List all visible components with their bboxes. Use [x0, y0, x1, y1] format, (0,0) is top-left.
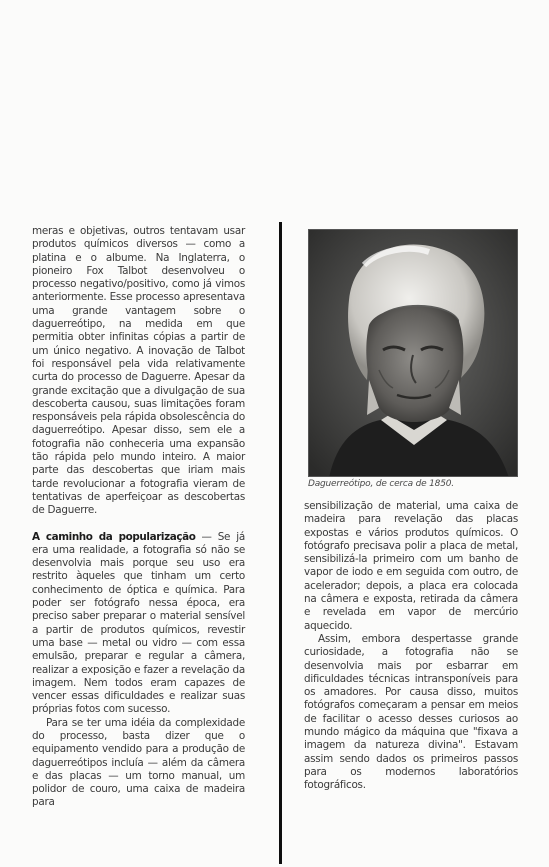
left-text-column [32, 225, 245, 810]
right-text-column [304, 500, 518, 793]
paragraph-popularization [32, 531, 245, 717]
paragraph-talbot: meras e objetivas, outros tentavam usar produtos químicos diversos — como a platina e o albume. Na Inglaterra, o pioneiro Fox Talbot desenvolveu o processo negativo/positivo, como já vimos anteriormente. Esse processo apresentava uma grande vantagem sobre o daguerreótipo, na medida em que permitia obter infinitas cópias a partir de um único negativo. A inovação de Talbot foi responsável pela vida relativamente curta do processo de Daguerre. Apesar da grande excitação que a divulgação de sua descoberta causou, suas limitações foram responsáveis pela rápida obsolescência do daguerreótipo. Apesar disso, sem ele a fotografia não conheceria uma expansão tão rápida pelo mundo inteiro. A maior parte das descobertas que iriam mais tarde revolucionar a fotografia vieram de tentativas de aperfeiçoar as descobertas de Daguerre. [32, 225, 245, 517]
section-heading: A caminho da popularização [32, 530, 196, 543]
figure-caption: Daguerreótipo, de cerca de 1850. [308, 479, 454, 489]
paragraph-conclusion: Assim, embora despertasse grande curiosidade, a fotografia não se desenvolvia mais por esbarrar em dificuldades técnicas intransponíveis para os amadores. Por causa disso, muitos fotógrafos começaram a pensar em meios de facilitar o acesso desses curiosos ao mundo mágico da máquina que "fixava a imagem da natureza divina". Estavam assim sendo dados os primeiros passos para os modernos laboratórios fotográficos. [304, 632, 518, 792]
paragraph-process-steps: sensibilização de material, uma caixa de madeira para revelação das placas expostas e vários produtos químicos. O fotógrafo precisava polir a placa de metal, sensibilizá-la primeiro com um banho de vapor de iodo e em seguida com outro, de acelerador; depois, a placa era colocada na câmera e exposta, retirada da câmera e revelada em vapor de mercúrio aquecido. [304, 500, 518, 632]
paragraph-popularization-body: — Se já era uma realidade, a fotografia só não se desenvolvia mais porque seu uso era restrito àqueles que tinham um certo conhecimento de óptica e química. Para poder ser fotógrafo nessa época, era preciso saber preparar o material sensível a partir de produtos químicos, revestir uma base — metal ou vidro — com essa emulsão, preparar e regular a câmera, realizar a exposição e fazer a revelação da imagem. Nem todos eram capazes de vencer essas dificuldades e realizar suas próprias fotos com sucesso. [32, 530, 245, 716]
paragraph-complexity: Para se ter uma idéia da complexidade do processo, basta dizer que o equipamento vendido para a produção de daguerreótipos incluía — além da câmera e das placas — um torno manual, um polidor de couro, uma caixa de madeira para [32, 716, 245, 809]
column-divider [279, 222, 282, 864]
daguerreotype-photo [308, 229, 518, 477]
